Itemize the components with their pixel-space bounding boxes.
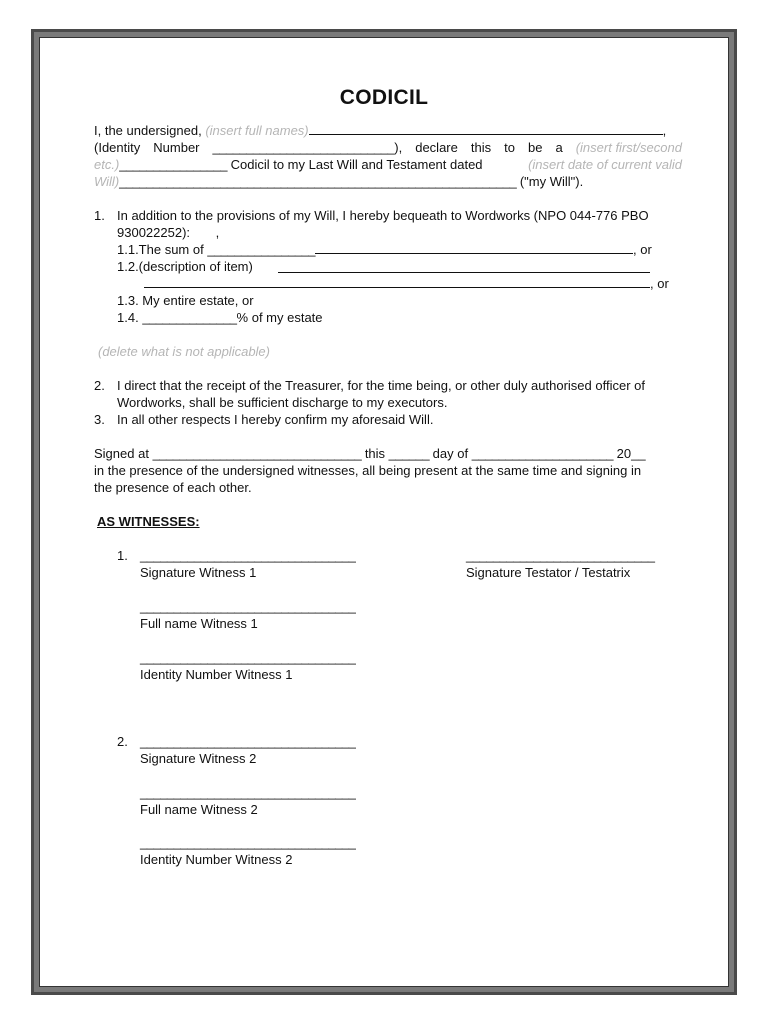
identity-number-blank[interactable]: ___________________________ — [212, 140, 395, 155]
clause-1-2-label: 1.2.(description of item) — [117, 259, 253, 274]
clause-1-4-text: % of my estate — [236, 310, 323, 325]
witness-2-signature-line[interactable]: ________________________________ — [140, 734, 356, 749]
signed-place-blank[interactable]: _______________________________ — [152, 446, 362, 461]
clause-1-1-label: 1.1.The sum of — [117, 242, 204, 257]
intro-text: this — [470, 140, 492, 155]
hint-will-date: (insert date of current valid — [528, 157, 682, 172]
intro-line-2 — [94, 139, 682, 156]
intro-text: to — [504, 140, 515, 155]
witness-2-signature-label: Signature Witness 2 — [140, 751, 257, 766]
clause-2-number: 2. — [94, 378, 105, 393]
item-description-blank[interactable] — [278, 260, 650, 273]
witness-2-name-line[interactable]: ________________________________ — [140, 785, 356, 800]
intro-text: ), — [394, 140, 403, 155]
signed-year: 20__ — [613, 446, 646, 461]
sum-blank-line[interactable] — [315, 241, 633, 254]
clause-2-text: I direct that the receipt of the Treasurer, for the time being, or other duly authorised officer of — [117, 378, 645, 393]
intro-line-3 — [94, 156, 682, 173]
testator-signature-line[interactable]: ____________________________ — [466, 548, 655, 563]
signed-at-label: Signed at — [94, 446, 149, 461]
testator-signature-label: Signature Testator / Testatrix — [466, 565, 631, 580]
clause-3-number: 3. — [94, 412, 105, 427]
hint-will: Will) — [94, 174, 120, 189]
witness-1-id-line[interactable]: ________________________________ — [140, 650, 356, 665]
punctuation: , — [215, 225, 220, 240]
sum-blank[interactable]: ________________ — [207, 242, 316, 257]
punctuation: , or — [650, 276, 669, 291]
signed-month-blank[interactable]: _____________________ — [471, 446, 614, 461]
intro-text: be — [527, 140, 543, 155]
codicil-ordinal-blank[interactable]: ________________ — [119, 157, 227, 172]
clause-2-text-2: Wordworks, shall be sufficient discharge to my executors. — [117, 395, 448, 410]
document-title: CODICIL — [339, 86, 429, 109]
document-page — [39, 37, 729, 987]
intro-text: a — [555, 140, 563, 155]
clause-1-registration: 930022252): — [117, 225, 191, 240]
intro-text: declare — [415, 140, 458, 155]
intro-text: Codicil to my Last Will and Testament dated — [226, 157, 483, 172]
intro-text: (Identity — [94, 140, 141, 155]
witness-1-number: 1. — [117, 548, 128, 563]
witnesses-heading: AS WITNESSES: — [97, 514, 200, 529]
punctuation: , or — [633, 242, 652, 257]
witness-2-id-label: Identity Number Witness 2 — [140, 852, 293, 867]
witness-1-signature-line[interactable]: ________________________________ — [140, 548, 356, 563]
intro-line-4 — [94, 173, 583, 190]
clause-1-4 — [117, 309, 323, 326]
signed-day-blank[interactable]: ______ — [388, 446, 430, 461]
hint-etc: etc.) — [94, 157, 120, 172]
intro-text: Number — [153, 140, 200, 155]
punctuation: , — [662, 123, 667, 138]
hint-ordinal: (insert first/second — [575, 140, 682, 155]
witness-1-name-label: Full name Witness 1 — [140, 616, 258, 631]
clause-1-text-2 — [117, 224, 219, 241]
item-description-line[interactable] — [278, 260, 650, 273]
witness-2-name-label: Full name Witness 2 — [140, 802, 258, 817]
clause-1-2-continued — [144, 275, 669, 292]
signed-text: day of — [429, 446, 472, 461]
hint-full-names: (insert full names) — [205, 123, 309, 138]
full-names-blank[interactable] — [309, 122, 663, 135]
clause-1-4-label: 1.4. — [117, 310, 139, 325]
intro-line-1 — [94, 122, 666, 139]
item-description-line-2c[interactable] — [346, 275, 650, 288]
witness-1-id-label: Identity Number Witness 1 — [140, 667, 293, 682]
clause-1-number: 1. — [94, 208, 105, 223]
witness-2-id-line[interactable]: ________________________________ — [140, 835, 356, 850]
intro-text: I, the undersigned, — [94, 123, 202, 138]
item-description-line-2a[interactable] — [144, 275, 346, 288]
witness-1-signature-label: Signature Witness 1 — [140, 565, 257, 580]
clause-3-text: In all other respects I hereby confirm my aforesaid Will. — [117, 412, 434, 427]
intro-text: ("my Will"). — [516, 174, 584, 189]
percentage-blank[interactable]: ______________ — [142, 310, 237, 325]
clause-1-3: 1.3. My entire estate, or — [117, 293, 254, 308]
witness-1-name-line[interactable]: ________________________________ — [140, 599, 356, 614]
clause-1-1 — [117, 241, 652, 258]
delete-hint: (delete what is not applicable) — [98, 344, 270, 359]
clause-1-2 — [117, 258, 253, 275]
signed-text: this — [361, 446, 389, 461]
signed-line-1 — [94, 445, 646, 462]
document-frame — [31, 29, 737, 995]
witness-2-number: 2. — [117, 734, 128, 749]
will-date-blank[interactable]: ___________________________________________________________ — [119, 174, 517, 189]
clause-1-text: In addition to the provisions of my Will, I hereby bequeath to Wordworks (NPO 044-776 PBO — [117, 208, 649, 223]
signed-line-3: the presence of each other. — [94, 480, 252, 495]
signed-line-2: in the presence of the undersigned witnesses, all being present at the same time and signing in — [94, 463, 642, 478]
